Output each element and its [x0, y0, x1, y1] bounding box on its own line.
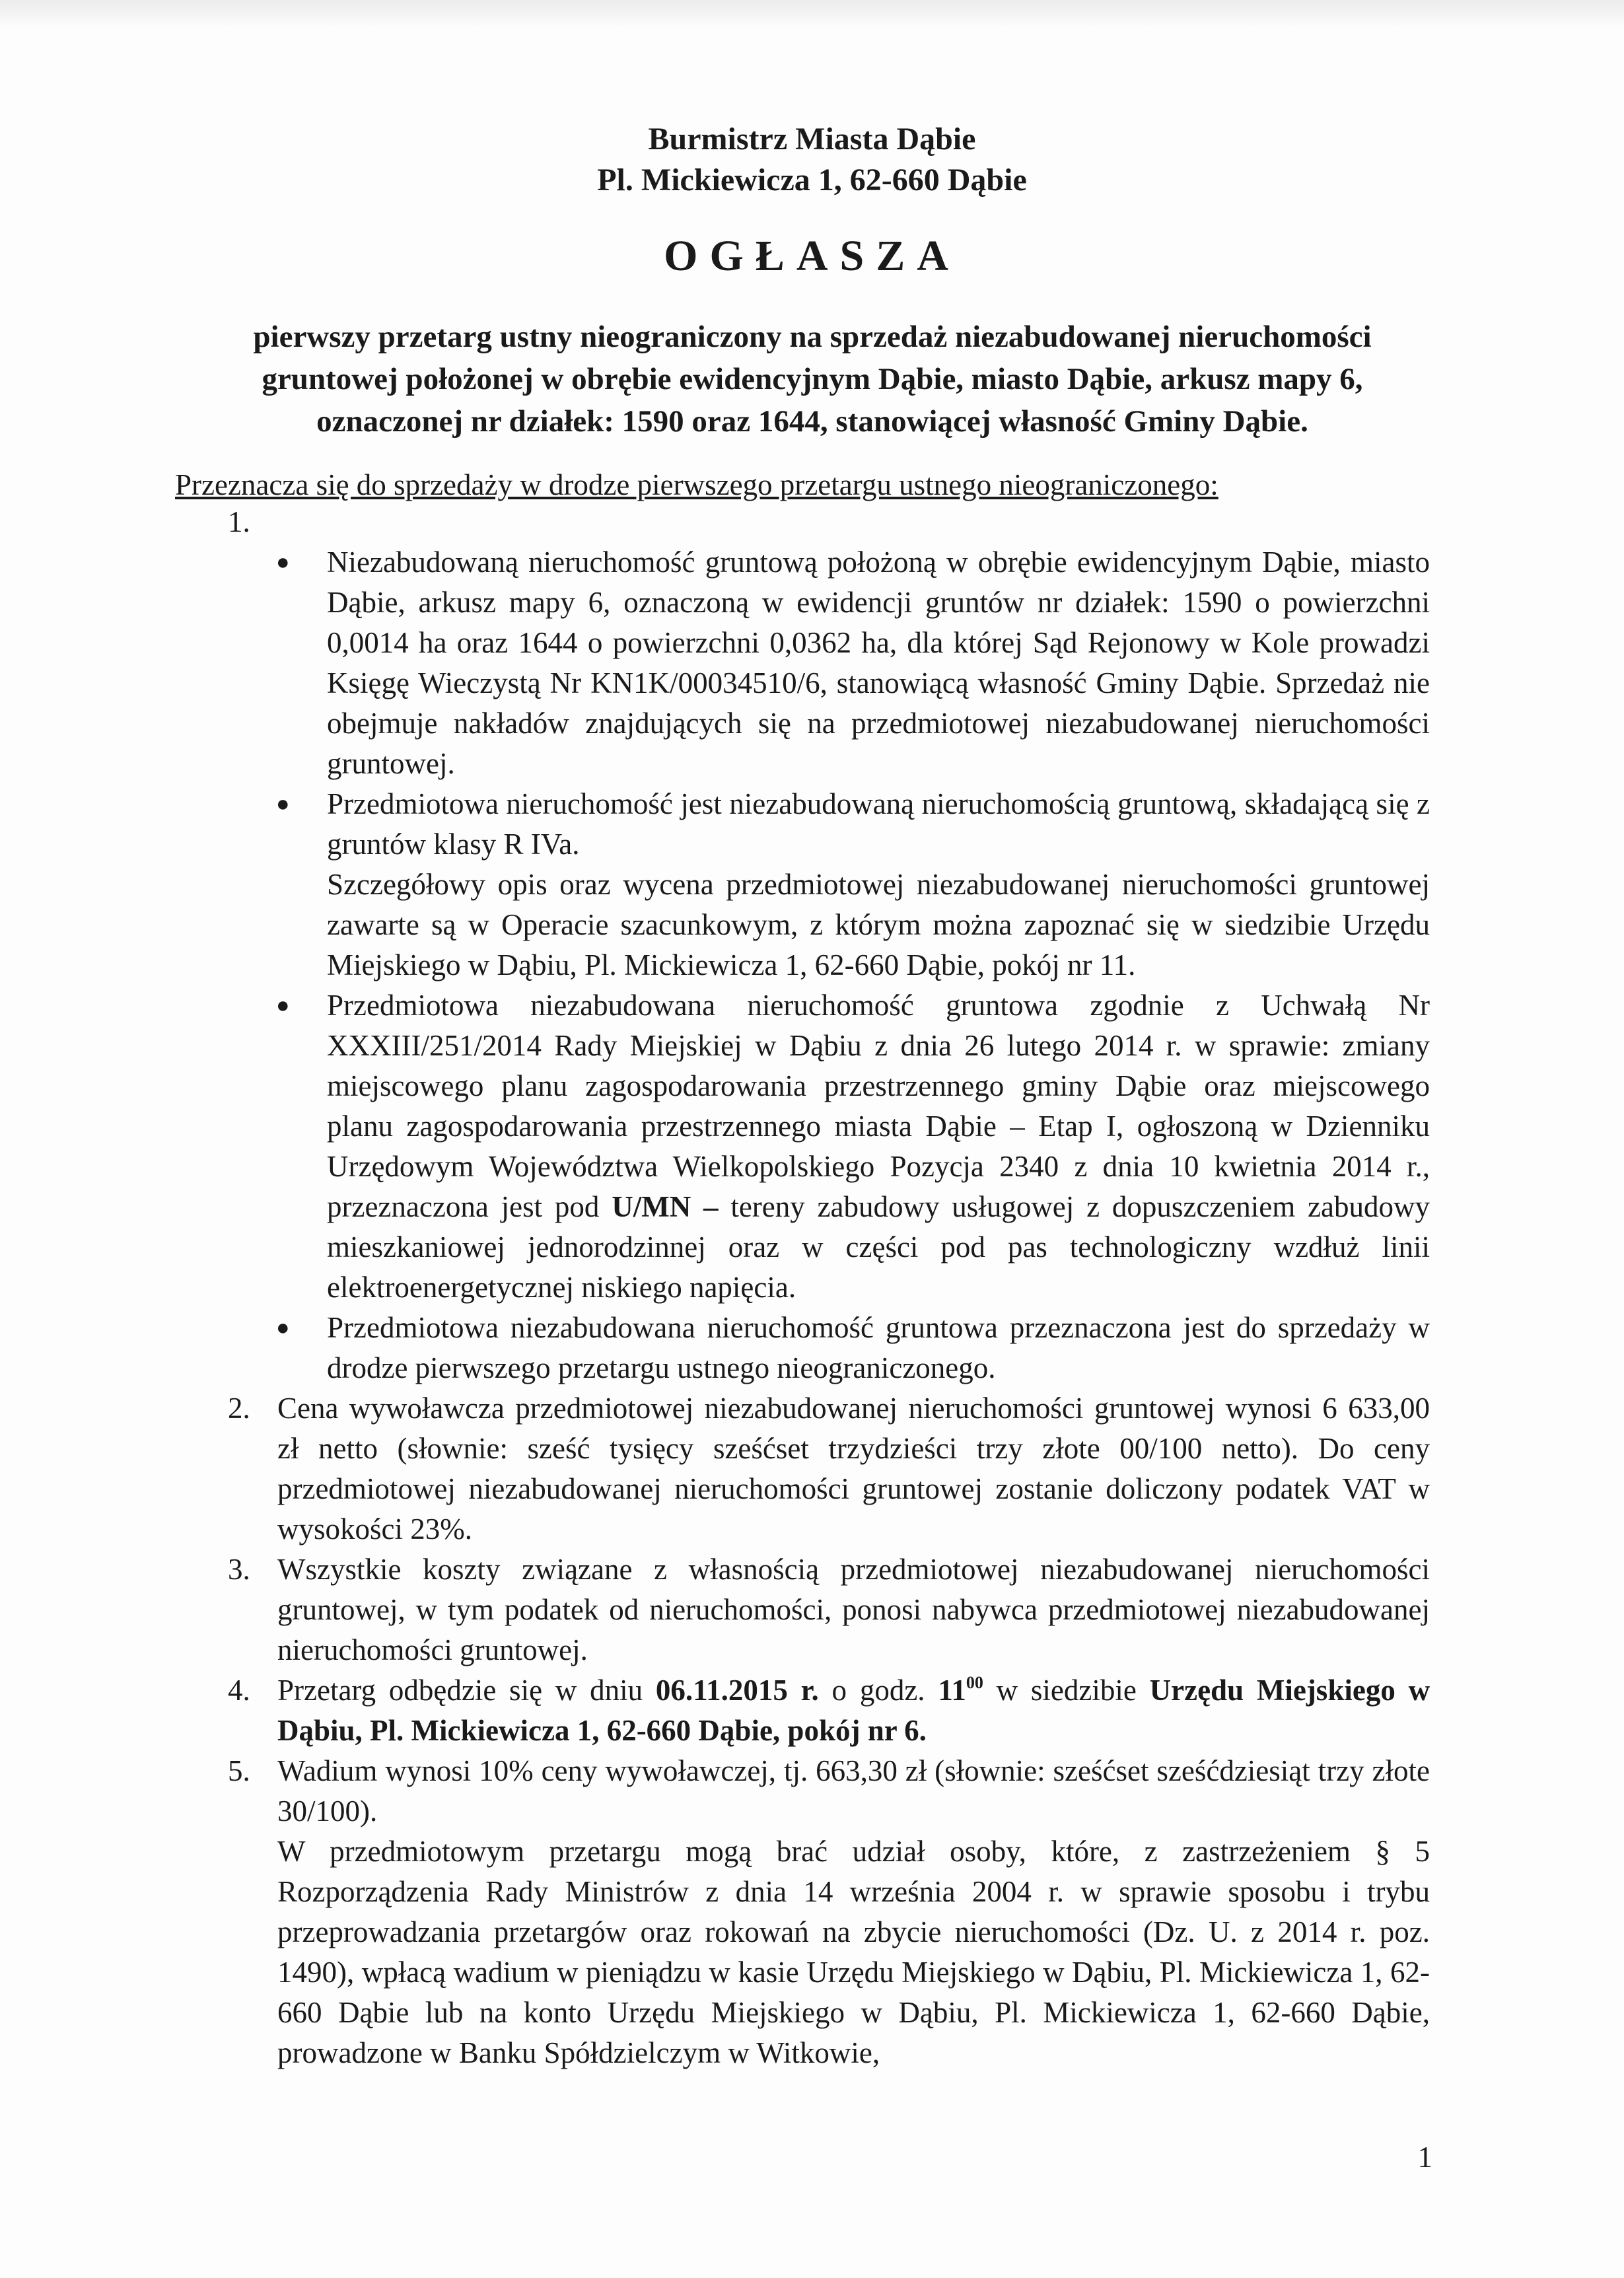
auction-minutes: 00 — [966, 1673, 983, 1692]
issuer-address: Pl. Mickiewicza 1, 62-660 Dąbie — [597, 162, 1027, 197]
bullet-text: Przedmiotowa nieruchomość jest niezabudowaną nieruchomością gruntową, składającą się z gruntów klasy R IVa. — [327, 787, 1430, 861]
bullet-text: Przedmiotowa niezabudowana nieruchomość gruntowa przeznaczona jest do sprzedaży w drodze pierwszego przetargu ustnego nieograniczonego. — [327, 1311, 1430, 1384]
item-2 — [0, 1388, 1624, 1549]
auction-place: Urzędu Miejskiego w Dąbiu, Pl. Mickiewicza 1, 62-660 Dąbie, pokój nr 6. — [277, 1674, 1430, 1747]
item-number: 4. — [228, 1674, 250, 1707]
zoning-code: U/MN – — [612, 1190, 719, 1223]
item-text: Cena wywoławcza przedmiotowej niezabudowanej nieruchomości gruntowej wynosi 6 633,00 zł netto (słownie: sześć tysięcy sześćset trzydzieści trzy złote 00/100 netto). Do ceny przedmiotowej niezabudowanej nieruchomości gruntowej zostanie doliczony podatek VAT w wysokości 23%. — [277, 1392, 1430, 1546]
bullet-4 — [0, 1308, 1624, 1388]
issuer-header — [0, 119, 1624, 201]
item-4 — [0, 1670, 1624, 1751]
scan-edge — [0, 0, 1624, 29]
auction-post: w siedzibie — [996, 1674, 1137, 1707]
participation-conditions: W przedmiotowym przetargu mogą brać udział osoby, które, z zastrzeżeniem § 5 Rozporządzenia Rady Ministrów z dnia 14 września 2004 r. w sprawie sposobu i trybu przeprowadzania przetargów oraz rokowań na zbycie nieruchomości (Dz. U. z 2014 r. poz. 1490), wpłacą wadium w pieniądzu w kasie Urzędu Miejskiego w Dąbiu, Pl. Mickiewicza 1, 62-660 Dąbie lub na konto Urzędu Miejskiego w Dąbiu, Pl. Mickiewicza 1, 62-660 Dąbie, prowadzone w Banku Spółdzielczym w Witkowie, — [277, 1835, 1430, 2069]
item-text: Wszystkie koszty związane z własnością przedmiotowej niezabudowanej nieruchomości gruntowej, w tym podatek od nieruchomości, ponosi nabywca przedmiotowej niezabudowanej nieruchomości gruntowej. — [277, 1553, 1430, 1666]
issuer-name: Burmistrz Miasta Dąbie — [648, 122, 976, 157]
bullet-dot: ● — [276, 1316, 290, 1340]
intro-line: Przeznacza się do sprzedaży w drodze pierwszego przetargu ustnego nieograniczonego: — [175, 468, 1218, 501]
item-text — [277, 1670, 1430, 1751]
announcement-subject: pierwszy przetarg ustny nieograniczony na sprzedaż niezabudowanej nieruchomości gruntowej położonej w obrębie ewidencyjnym Dąbie, miasto Dąbie, arkusz mapy 6, oznaczonej nr działek: 1590 oraz 1644, stanowiącej własność Gminy Dąbie. — [253, 320, 1372, 439]
bullet-text — [327, 985, 1430, 1308]
item-1-bullets — [0, 542, 1624, 1388]
zoning-text-b: tereny zabudowy usługowej z dopuszczeniem zabudowy mieszkaniowej jednorodzinnej oraz w części pod pas technologiczny wzdłuż linii elektroenergetycznej niskiego napięcia. — [327, 1190, 1430, 1304]
zoning-text-a: Przedmiotowa niezabudowana nieruchomość gruntowa zgodnie z Uchwałą Nr XXXIII/251/2014 Rady Miejskiej w Dąbiu z dnia 26 lutego 2014 r. w sprawie: zmiany miejscowego planu zagospodarowania przestrzennego gminy Dąbie oraz miejscowego planu zagospodarowania przestrzennego miasta Dąbie – Etap I, ogłoszoną w Dzienniku Urzędowym Województwa Wielkopolskiego Pozycja 2340 z dnia 10 kwietnia 2014 r., przeznaczona jest pod — [327, 989, 1430, 1223]
bullet-3 — [0, 985, 1624, 1308]
item-3 — [0, 1549, 1624, 1670]
auction-date: 06.11.2015 r. — [655, 1674, 819, 1707]
item-number: 2. — [228, 1392, 250, 1425]
auction-hour: $11^{00}$ — [938, 1673, 983, 1707]
bullet-1 — [0, 542, 1624, 784]
item-5 — [0, 1751, 1624, 2073]
item-number: 1. — [228, 505, 250, 538]
bullet-text: Niezabudowaną nieruchomość gruntową położoną w obrębie ewidencyjnym Dąbie, miasto Dąbie, arkusz mapy 6, oznaczoną w ewidencji gruntów nr działek: 1590 o powierzchni 0,0014 ha oraz 1644 o powierzchni 0,0362 ha, dla której Sąd Rejonowy w Kole prowadzi Księgę Wieczystą Nr KN1K/00034510/6, stanowiącą własność Gminy Dąbie. Sprzedaż nie obejmuje nakładów znajdujących się na przedmiotowej niezabudowanej nieruchomości gruntowej. — [327, 546, 1430, 780]
bullet-dot: ● — [276, 550, 290, 575]
bullet-2-details: Szczegółowy opis oraz wycena przedmiotowej niezabudowanej nieruchomości gruntowej zawarte są w Operacie szacunkowym, z którym można zapoznać się w siedzibie Urzędu Miejskiego w Dąbiu, Pl. Mickiewicza 1, 62-660 Dąbie, pokój nr 11. — [327, 868, 1430, 981]
bullet-dot: ● — [276, 993, 290, 1018]
auction-mid: o godz. — [831, 1674, 925, 1707]
bullet-2 — [0, 784, 1624, 865]
auction-pre: Przetarg odbędzie się w dniu — [277, 1674, 643, 1707]
announcement-title: OGŁASZA — [664, 232, 960, 280]
bullet-dot: ● — [276, 792, 290, 816]
page-number: 1 — [1417, 2141, 1432, 2174]
item-number: 3. — [228, 1553, 250, 1586]
item-number: 5. — [228, 1754, 250, 1787]
document-body — [0, 502, 1624, 2073]
item-1 — [0, 502, 1624, 542]
item-text: Wadium wynosi 10% ceny wywoławczej, tj. 663,30 zł (słownie: sześćset sześćdziesiąt trzy złote 30/100). — [277, 1754, 1430, 1828]
